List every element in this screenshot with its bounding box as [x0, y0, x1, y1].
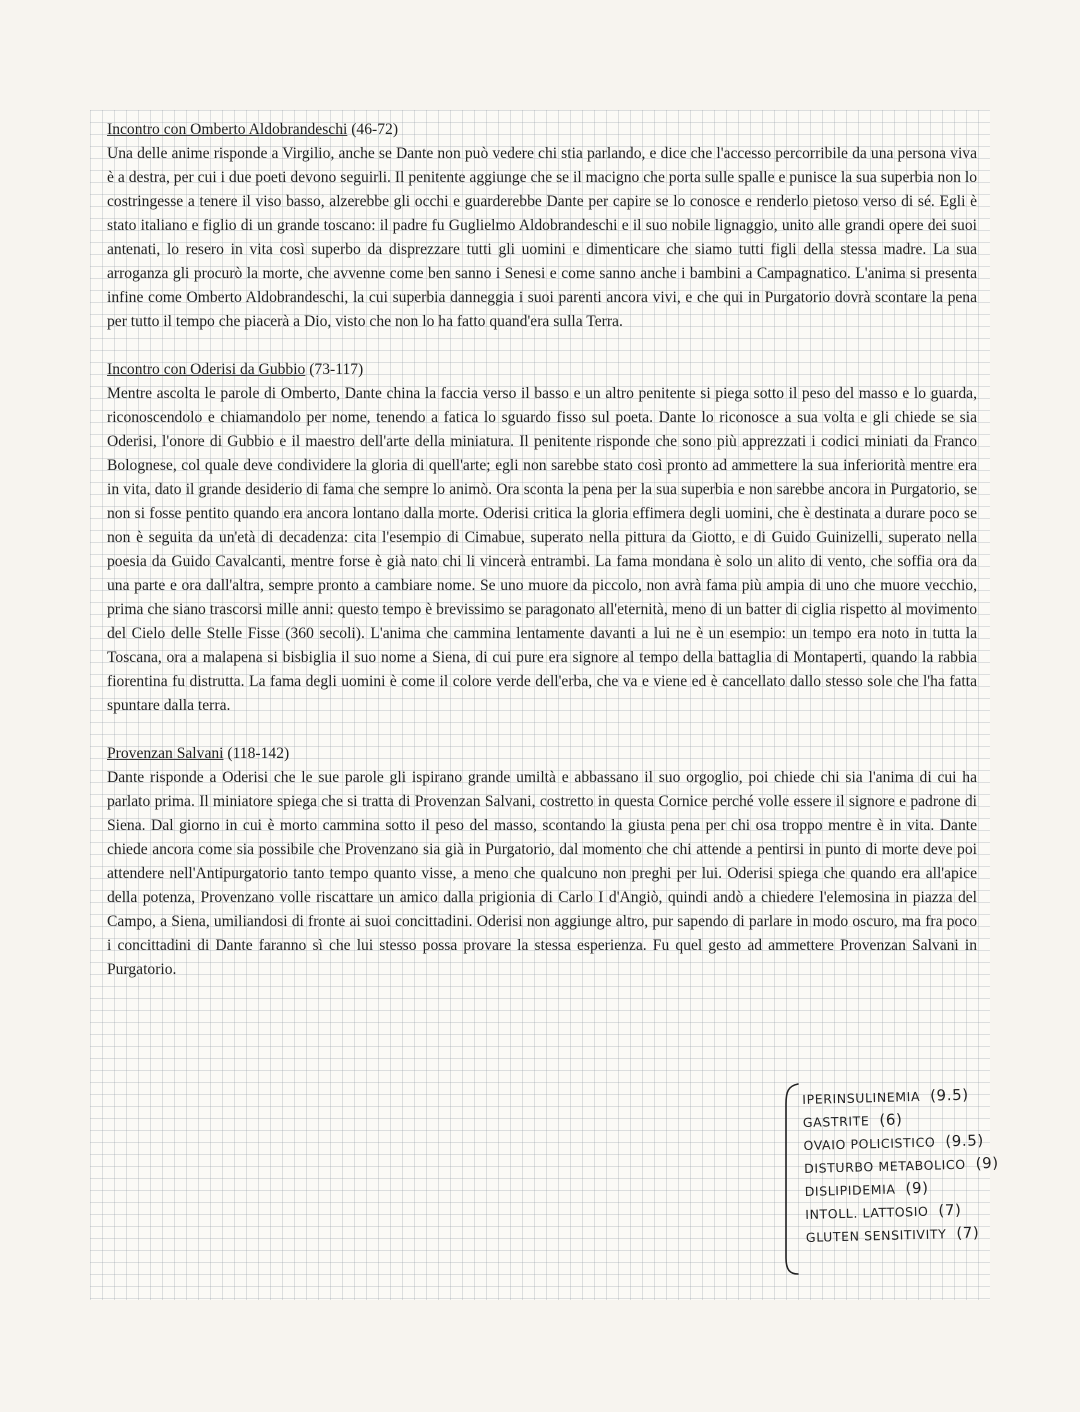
section-title: Incontro con Omberto Aldobrandeschi: [107, 121, 348, 138]
verse-range: (46-72): [347, 121, 399, 138]
note-score: (9): [905, 1178, 929, 1198]
note-label: GLUTEN SENSITIVITY: [805, 1226, 947, 1245]
verse-range: (118-142): [223, 745, 290, 762]
verse-range: (73-117): [305, 361, 364, 378]
note-score: (9.5): [945, 1131, 985, 1151]
note-label: GASTRITE: [802, 1113, 870, 1130]
section-paragraph: Dante risponde a Oderisi che le sue parole gli ispirano grande umiltà e abbassano il suo orgoglio, poi chiede chi sia l'anima di cui ha parlato prima. Il miniatore spiega che si tratta di Provenzan Salvani, costretto in questa Cornice perché volle essere il signore e padrone di Siena. Dal giorno in cui è morto cammina sotto il peso del masso, scontando la giusta pena per chi osa troppo mentre è in vita. Dante chiede ancora come sia possibile che Provenzano sia già in Purgatorio, dal momento che chi attende a pentirsi in punto di morte deve poi attendere nell'Antipurgatorio tanto tempo quanto visse, a meno che qualcuno non preghi per lui. Oderisi spiega che quando era all'apice della potenza, Provenzano volle riscattare un amico dalla prigionia di Carlo I d'Angiò, quindi andò a chiedere l'elemosina in piazza del Campo, a Siena, umiliandosi di fronte ai suoi concittadini. Oderisi non aggiunge altro, pur sapendo di parlare in modo oscuro, ma fra poco i concittadini di Dante faranno sì che lui stesso possa provare la stessa esperienza. Fu quel gesto ad ammettere Provenzan Salvani in Purgatorio.: [107, 769, 977, 978]
note-item: [806, 1221, 1001, 1249]
section-heading: [107, 358, 977, 382]
note-score: (6): [879, 1110, 903, 1129]
handwritten-notes: [782, 1080, 999, 1278]
section-paragraph: Mentre ascolta le parole di Omberto, Dante china la faccia verso il basso e un altro penitente si piega sotto il peso del masso e lo guarda, riconoscendolo e chiamandolo per nome, tenendo a fatica lo sguardo fisso sul poeta. Dante lo riconosce a sua volta e gli chiede se sia Oderisi, l'onore di Gubbio e il maestro dell'arte della miniatura. Il penitente risponde che sono più apprezzati i codici miniati da Franco Bolognese, col quale deve condividere la gloria di quell'arte; egli non sarebbe stato così pronto ad ammettere la sua inferiorità mentre era in vita, dato il grande desiderio di fama che sempre lo animò. Ora sconta la pena per la sua superbia e non sarebbe ancora in Purgatorio, se non si fosse pentito quando era ancora lontano dalla morte. Oderisi critica la gloria effimera degli uomini, che è destinata a durare poco se non è seguita da un'età di decadenza: cita l'esempio di Cimabue, superato nella pittura da Giotto, e di Guido Guinizelli, superato nella poesia da Guido Cavalcanti, mentre forse è già nato chi li vincerà entrambi. La fama mondana è solo un alito di vento, che soffia ora da una parte e ora dall'altra, sempre pronto a cambiare nome. Se uno muore da piccolo, non avrà fama più ampia di uno che muore vecchio, prima che siano trascorsi mille anni: questo tempo è brevissimo se paragonato all'eternità, meno di un batter di ciglia rispetto al movimento del Cielo delle Stelle Fisse (360 secoli). L'anima che cammina lentamente davanti a lui ne è un esempio: un tempo era noto in tutta la Toscana, ora a malapena si bisbiglia il suo nome a Siena, di cui pure era signore al tempo della battaglia di Montaperti, quando la rabbia fiorentina fu distrutta. La fama degli uomini è come il colore verde dell'erba, che va e viene ed è cancellato dallo stesso sole che l'ha fatta spuntare dalla terra.: [107, 385, 977, 714]
note-score: (9.5): [929, 1085, 969, 1105]
note-score: (9): [975, 1153, 999, 1173]
note-label: OVAIO POLICISTICO: [803, 1134, 936, 1153]
section-heading: [107, 742, 977, 766]
section-title: Provenzan Salvani: [107, 745, 224, 762]
section-provenzan: [107, 742, 977, 982]
document-body: [107, 118, 977, 1006]
note-score: (7): [956, 1223, 980, 1243]
note-label: DISTURBO METABOLICO: [803, 1156, 966, 1176]
bracket-mark: [782, 1080, 802, 1278]
note-label: DISLIPIDEMIA: [804, 1181, 896, 1199]
note-label: INTOLL. LATTOSIO: [805, 1203, 929, 1222]
section-title: Incontro con Oderisi da Gubbio: [107, 361, 306, 378]
note-label: IPERINSULINEMIA: [802, 1088, 921, 1107]
section-heading: [107, 118, 977, 142]
note-score: (7): [938, 1200, 962, 1220]
section-paragraph: Una delle anime risponde a Virgilio, anche se Dante non può vedere chi stia parlando, e dice che l'accesso percorribile da una persona viva è a destra, per cui i due poeti devono seguirli. Il penitente aggiunge che se il macigno che porta sulle spalle e punisce la sua superbia non lo costringesse a tenere il viso basso, alzerebbe gli occhi e guarderebbe Dante per capire se lo conosce e renderlo pietoso verso di sé. Egli è stato italiano e figlio di un grande toscano: il padre fu Guglielmo Aldobrandeschi e il suo nobile lignaggio, unito alle grandi opere dei suoi antenati, lo resero in vita così superbo da disprezzare tutti gli uomini e dimenticare che siamo tutti figli della stessa madre. La sua arroganza gli procurò la morte, che avvenne come ben sanno i Senesi e come sanno anche i bambini a Campagnatico. L'anima si presenta infine come Omberto Aldobrandeschi, la cui superbia danneggia i suoi parenti ancora vivi, e che qui in Purgatorio dovrà scontare la pena per tutto il tempo che piacerà a Dio, visto che non lo ha fatto quand'era sulla Terra.: [107, 145, 977, 330]
note-list: [802, 1083, 1001, 1249]
section-oderisi: [107, 358, 977, 718]
section-omberto: [107, 118, 977, 334]
